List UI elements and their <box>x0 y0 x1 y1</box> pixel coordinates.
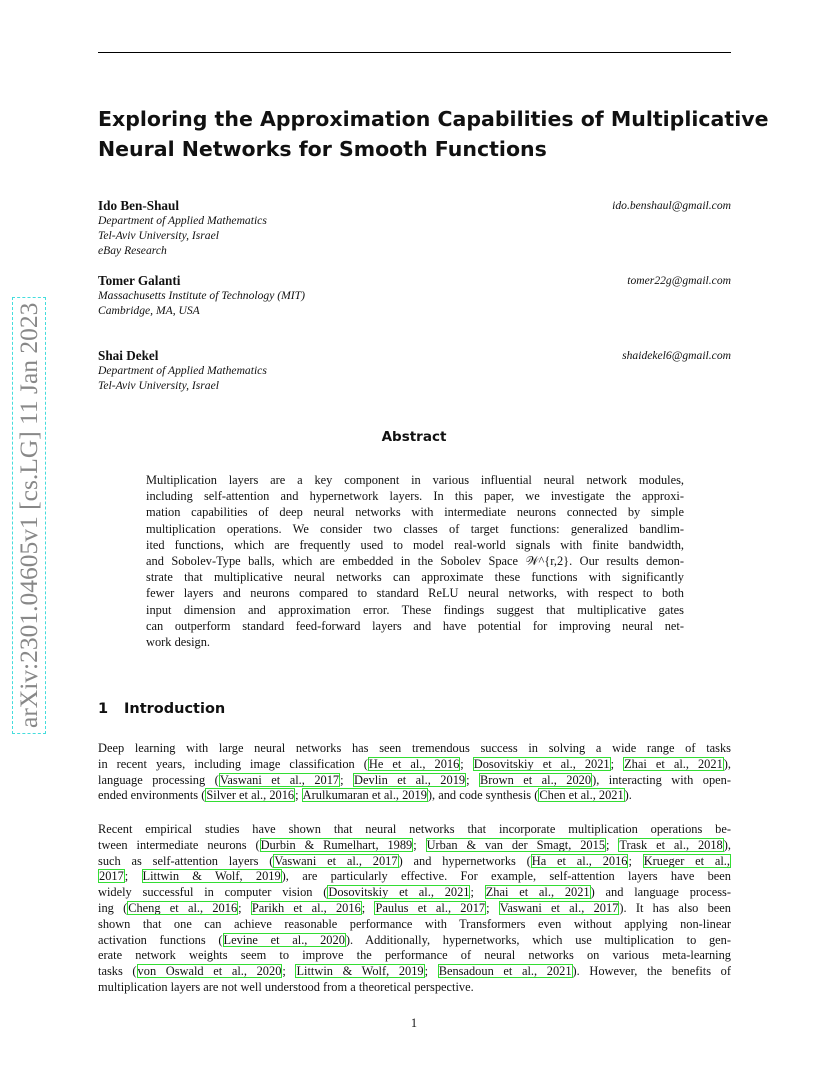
author-email[interactable]: shaidekel6@gmail.com <box>622 349 731 362</box>
intro-paragraph-2 <box>98 822 731 996</box>
text-line: in recent years, including image classification (He et al., 2016; Dosovitskiy et al., 2021; Zhai et al., 2021), <box>98 756 731 771</box>
author-block <box>98 198 731 258</box>
text-line: Recent empirical studies have shown that neural networks that incorporate multiplication operations be- <box>98 822 731 836</box>
citation-link[interactable]: Paulus et al., 2017 <box>375 900 486 915</box>
author-name: Tomer Galanti <box>98 273 181 288</box>
citation-link[interactable]: Littwin & Wolf, 2019 <box>296 964 424 979</box>
text-line: tasks (von Oswald et al., 2020; Littwin & Wolf, 2019; Bensadoun et al., 2021). However, the benefits of <box>98 964 731 979</box>
abstract-line: ited functions, which are frequently used to model real-world signals with finite bandwidth, <box>146 537 684 552</box>
citation-link[interactable]: Dosovitskiy et al., 2021 <box>328 885 470 900</box>
text-line: ing (Cheng et al., 2016; Parikh et al., 2016; Paulus et al., 2017; Vaswani et al., 2017). It has also been <box>98 900 731 915</box>
abstract-line: can outperform standard feed-forward layers and have potential for improving neural net- <box>146 618 684 633</box>
abstract-body <box>146 472 684 650</box>
citation-link[interactable]: Vaswani et al., 2017 <box>219 772 340 787</box>
author-block <box>98 273 731 318</box>
author-affiliation: Department of Applied Mathematics <box>98 364 267 377</box>
citation-link[interactable]: von Oswald et al., 2020 <box>137 964 282 979</box>
section-heading <box>98 701 225 717</box>
arxiv-stamp[interactable]: arXiv:2301.04605v1 [cs.LG] 11 Jan 2023 <box>14 299 44 732</box>
citation-link[interactable]: Bensadoun et al., 2021 <box>438 964 572 979</box>
citation-link[interactable]: Krueger et al., <box>643 853 731 868</box>
citation-link[interactable]: Vaswani et al., 2017 <box>499 900 619 915</box>
text-line: multiplication layers are not well understood from a theoretical perspective. <box>98 979 474 994</box>
citation-link[interactable]: Durbin & Rumelhart, 1989 <box>260 837 413 852</box>
text-line: such as self-attention layers (Vaswani et al., 2017) and hypernetworks (Ha et al., 2016; Krueger et al., <box>98 853 731 868</box>
paper-title <box>98 104 769 164</box>
abstract-line: input dimension and approximation error. These findings suggest that multiplicative gates <box>146 602 684 617</box>
citation-link[interactable]: Littwin & Wolf, 2019 <box>142 869 281 884</box>
citation-link[interactable]: Brown et al., 2020 <box>480 772 592 787</box>
author-affiliation: Tel-Aviv University, Israel <box>98 229 219 242</box>
citation-link[interactable]: Ha et al., 2016 <box>531 853 628 868</box>
citation-link[interactable]: Zhai et al., 2021 <box>624 756 723 771</box>
abstract-line: work design. <box>146 635 211 650</box>
citation-link[interactable]: Silver et al., 2016 <box>206 788 295 803</box>
citation-link[interactable]: Cheng et al., 2016 <box>128 900 238 915</box>
citation-link[interactable]: Parikh et al., 2016 <box>251 900 361 915</box>
citation-link[interactable]: Trask et al., 2018 <box>619 837 723 852</box>
text-line: Deep learning with large neural networks has seen tremendous success in solving a wide range of tasks <box>98 741 731 755</box>
citation-link[interactable]: Vaswani et al., 2017 <box>274 853 398 868</box>
author-affiliation: Massachusetts Institute of Technology (MIT) <box>98 289 305 302</box>
citation-link[interactable]: Chen et al., 2021 <box>539 788 624 803</box>
text-line: tween intermediate neurons (Durbin & Rumelhart, 1989; Urban & van der Smagt, 2015; Trask et al., 2018), <box>98 837 731 852</box>
abstract-line: multiplication operations. We consider two classes of target functions: generalized bandlim- <box>146 521 684 536</box>
text-line: activation functions (Levine et al., 2020). Additionally, hypernetworks, which use multiplication to gen- <box>98 932 731 947</box>
title-line: Neural Networks for Smooth Functions <box>98 137 547 161</box>
abstract-line: fewer layers and neurons compared to standard ReLU neural networks, with respect to both <box>146 586 684 601</box>
abstract-line: mation capabilities of deep neural networks with intermediate neurons connected by simple <box>146 505 684 520</box>
abstract-line: strate that multiplicative neural networks can approximate these functions with significantly <box>146 570 684 585</box>
author-block <box>98 348 731 393</box>
citation-link[interactable]: Urban & van der Smagt, 2015 <box>426 837 606 852</box>
title-line: Exploring the Approximation Capabilities of Multiplicative <box>98 107 769 131</box>
abstract-heading: Abstract <box>381 429 447 445</box>
abstract-line: Multiplication layers are a key component in various influential neural network modules, <box>146 473 684 487</box>
citation-link[interactable]: Levine et al., 2020 <box>223 932 345 947</box>
author-email[interactable]: tomer22g@gmail.com <box>627 274 731 287</box>
abstract-line: including self-attention and hypernetwork layers. In this paper, we investigate the approxi- <box>146 489 684 504</box>
text-line: shown that one can achieve reasonable performance with Transformers even without applying non-linear <box>98 916 731 931</box>
text-line: widely successful in computer vision (Dosovitskiy et al., 2021; Zhai et al., 2021) and language process- <box>98 885 731 900</box>
author-name: Ido Ben-Shaul <box>98 198 179 213</box>
intro-paragraph-1 <box>98 741 731 804</box>
text-line: language processing (Vaswani et al., 2017; Devlin et al., 2019; Brown et al., 2020), interacting with open- <box>98 772 731 787</box>
citation-link[interactable]: Arulkumaran et al., 2019 <box>302 788 427 803</box>
abstract-line: and Sobolev-Type balls, which are embedded in the Sobolev Space 𝒲^{r,2}. Our results demon- <box>146 554 684 569</box>
text-line: 2017; Littwin & Wolf, 2019), are particularly effective. For example, self-attention layers have been <box>99 869 732 884</box>
author-affiliation: eBay Research <box>98 244 167 257</box>
author-affiliation: Department of Applied Mathematics <box>98 214 267 227</box>
citation-link[interactable]: Devlin et al., 2019 <box>354 772 466 787</box>
author-affiliation: Tel-Aviv University, Israel <box>98 379 219 392</box>
citation-link[interactable]: He et al., 2016 <box>368 756 460 771</box>
author-email[interactable]: ido.benshaul@gmail.com <box>612 199 731 212</box>
page-number: 1 <box>410 1016 418 1030</box>
author-affiliation: Cambridge, MA, USA <box>98 304 200 317</box>
citation-link[interactable]: Dosovitskiy et al., 2021 <box>473 756 610 771</box>
text-line: ended environments (Silver et al., 2016; Arulkumaran et al., 2019), and code synthesis (Chen et al., 2021). <box>98 788 632 803</box>
text-line: erate network weights seem to improve the performance of neural networks on various meta-learning <box>98 948 731 963</box>
citation-link[interactable]: Zhai et al., 2021 <box>485 885 590 900</box>
section-title: Introduction <box>124 701 226 717</box>
section-number: 1 <box>98 701 109 717</box>
top-rule <box>98 52 731 53</box>
author-name: Shai Dekel <box>98 348 159 363</box>
citation-link[interactable]: 2017 <box>99 869 124 884</box>
